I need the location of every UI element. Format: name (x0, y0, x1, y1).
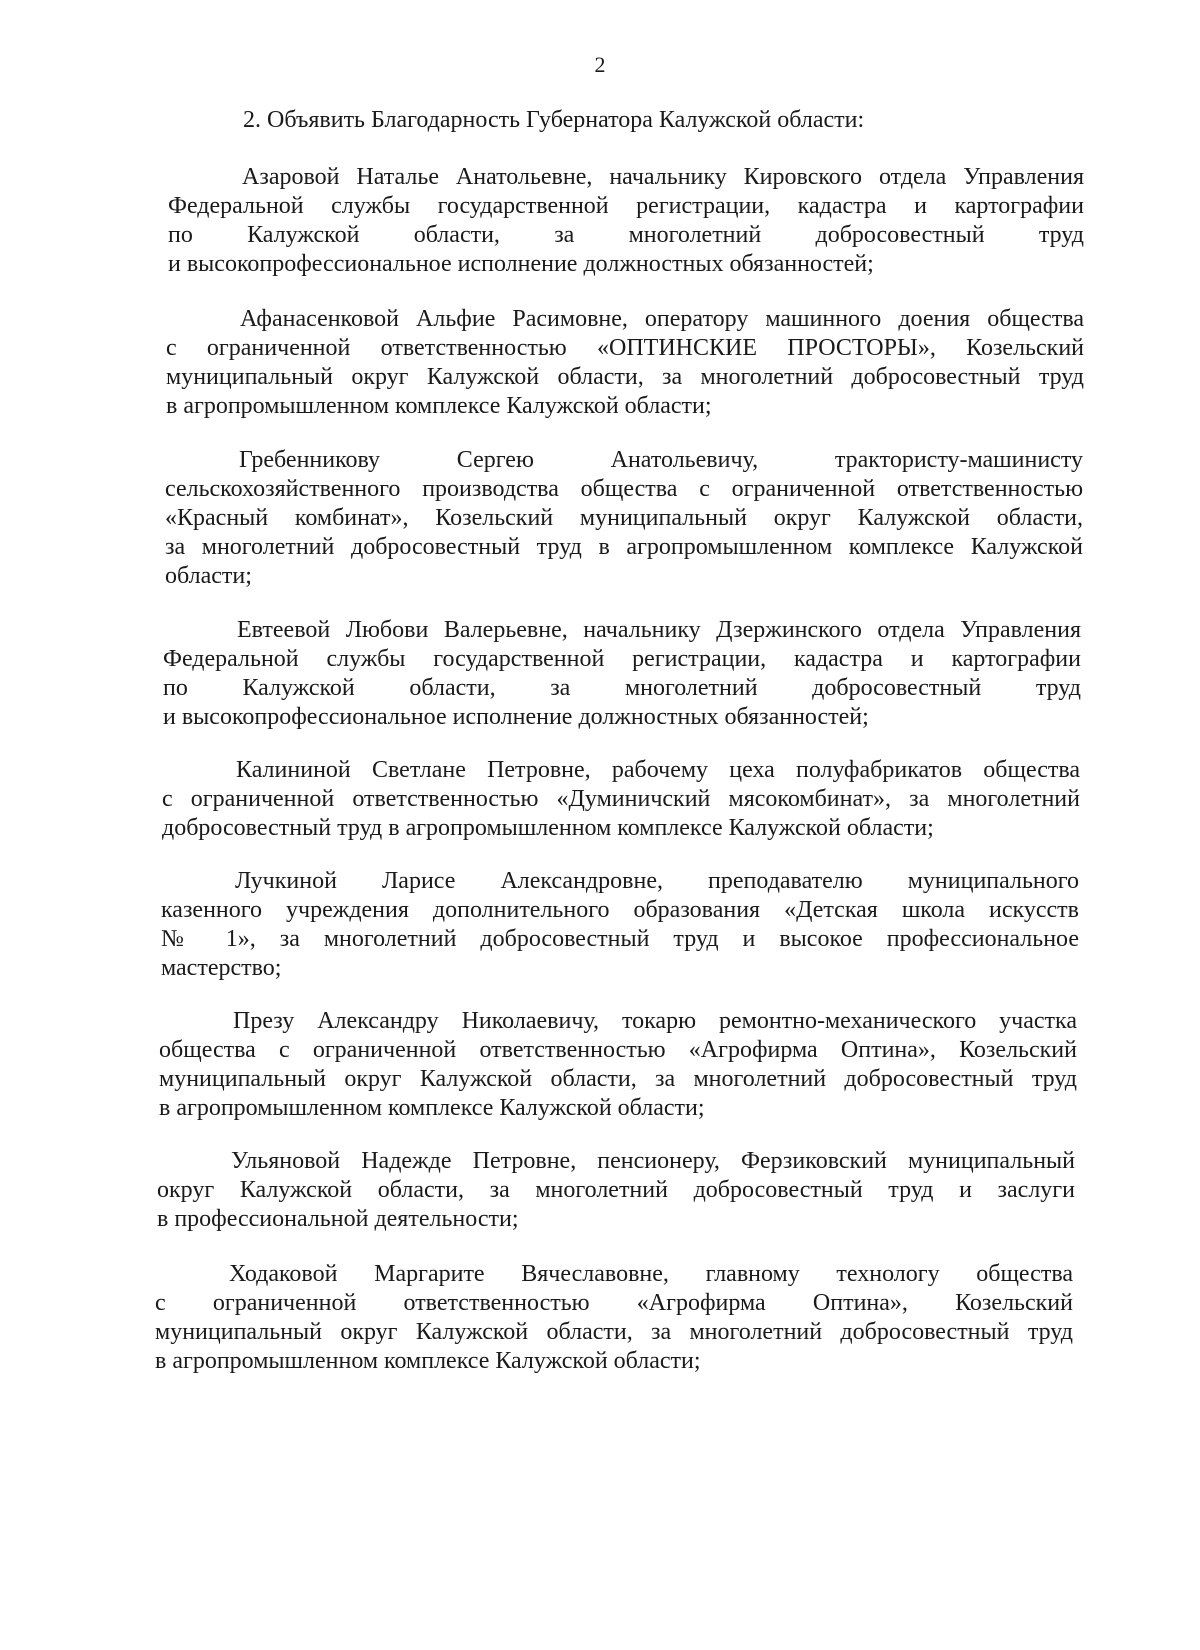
paragraph-line: и высокопрофессиональное исполнение должностных обязанностей; (168, 251, 874, 277)
paragraph-line: по Калужской области, за многолетний добросовестный труд (163, 675, 1081, 701)
page-number: 2 (594, 52, 606, 77)
paragraph-line: муниципальный округ Калужской области, за многолетний добросовестный труд (155, 1319, 1073, 1345)
paragraph-line: по Калужской области, за многолетний добросовестный труд (168, 222, 1084, 248)
paragraph-line: сельскохозяйственного производства общества с ограниченной ответственностью (165, 476, 1083, 502)
paragraph-line: области; (165, 563, 252, 589)
paragraph-line: Азаровой Наталье Анатольевне, начальнику Кировского отдела Управления (242, 164, 1084, 190)
paragraph-grebennikov (165, 446, 1083, 591)
paragraph-line: Федеральной службы государственной регистрации, кадастра и картографии (168, 193, 1084, 219)
paragraph-line: с ограниченной ответственностью «Агрофирма Оптина», Козельский (155, 1290, 1073, 1316)
paragraph-line: Гребенникову Сергею Анатольевичу, трактористу-машинисту (239, 447, 1083, 473)
paragraph-line: Ульяновой Надежде Петровне, пенсионеру, Ферзиковский муниципальный (231, 1148, 1075, 1174)
paragraph-line: добросовестный труд в агропромышленном комплексе Калужской области; (162, 815, 934, 841)
paragraph-prez (159, 1007, 1077, 1123)
paragraph-khodakova (155, 1260, 1073, 1376)
paragraph-line: с ограниченной ответственностью «Думиничский мясокомбинат», за многолетний (162, 786, 1080, 812)
paragraph-line: в агропромышленном комплексе Калужской области; (159, 1095, 705, 1121)
paragraph-line: общества с ограниченной ответственностью «Агрофирма Оптина», Козельский (159, 1037, 1077, 1063)
paragraph-line: Лучкиной Ларисе Александровне, преподавателю муниципального (235, 868, 1079, 894)
paragraph-line: за многолетний добросовестный труд в агропромышленном комплексе Калужской (165, 534, 1083, 560)
paragraph-ulyanova (157, 1147, 1075, 1234)
paragraph-kalinina (162, 756, 1080, 843)
paragraph-line: с ограниченной ответственностью «ОПТИНСКИЕ ПРОСТОРЫ», Козельский (166, 335, 1084, 361)
paragraph-line: казенного учреждения дополнительного образования «Детская школа искусств (161, 897, 1079, 923)
paragraph-line: в агропромышленном комплексе Калужской области; (166, 393, 712, 419)
paragraph-azarova (168, 163, 1084, 279)
paragraph-line: мастерство; (161, 955, 282, 981)
section-heading: 2. Объявить Благодарность Губернатора Калужской области: (243, 107, 865, 133)
paragraph-evteeva (163, 616, 1081, 732)
paragraph-line: «Красный комбинат», Козельский муниципальный округ Калужской области, (165, 505, 1083, 531)
paragraph-line: и высокопрофессиональное исполнение должностных обязанностей; (163, 704, 869, 730)
paragraph-line: Федеральной службы государственной регистрации, кадастра и картографии (163, 646, 1081, 672)
paragraph-line: округ Калужской области, за многолетний добросовестный труд и заслуги (157, 1177, 1075, 1203)
paragraph-luchkina (161, 867, 1079, 983)
paragraph-line: Калининой Светлане Петровне, рабочему цеха полуфабрикатов общества (236, 757, 1080, 783)
paragraph-line: Евтеевой Любови Валерьевне, начальнику Дзержинского отдела Управления (237, 617, 1081, 643)
paragraph-line: Ходаковой Маргарите Вячеславовне, главному технологу общества (229, 1261, 1073, 1287)
paragraph-line: муниципальный округ Калужской области, за многолетний добросовестный труд (159, 1066, 1077, 1092)
paragraph-line: в агропромышленном комплексе Калужской области; (155, 1348, 701, 1374)
paragraph-line: муниципальный округ Калужской области, за многолетний добросовестный труд (166, 364, 1084, 390)
paragraph-line: Афанасенковой Альфие Расимовне, оператору машинного доения общества (240, 306, 1084, 332)
paragraph-afanasenkova (166, 305, 1084, 421)
paragraph-line: № 1», за многолетний добросовестный труд и высокое профессиональное (161, 926, 1079, 952)
paragraph-line: Презу Александру Николаевичу, токарю ремонтно-механического участка (233, 1008, 1077, 1034)
paragraph-line: в профессиональной деятельности; (157, 1206, 519, 1232)
